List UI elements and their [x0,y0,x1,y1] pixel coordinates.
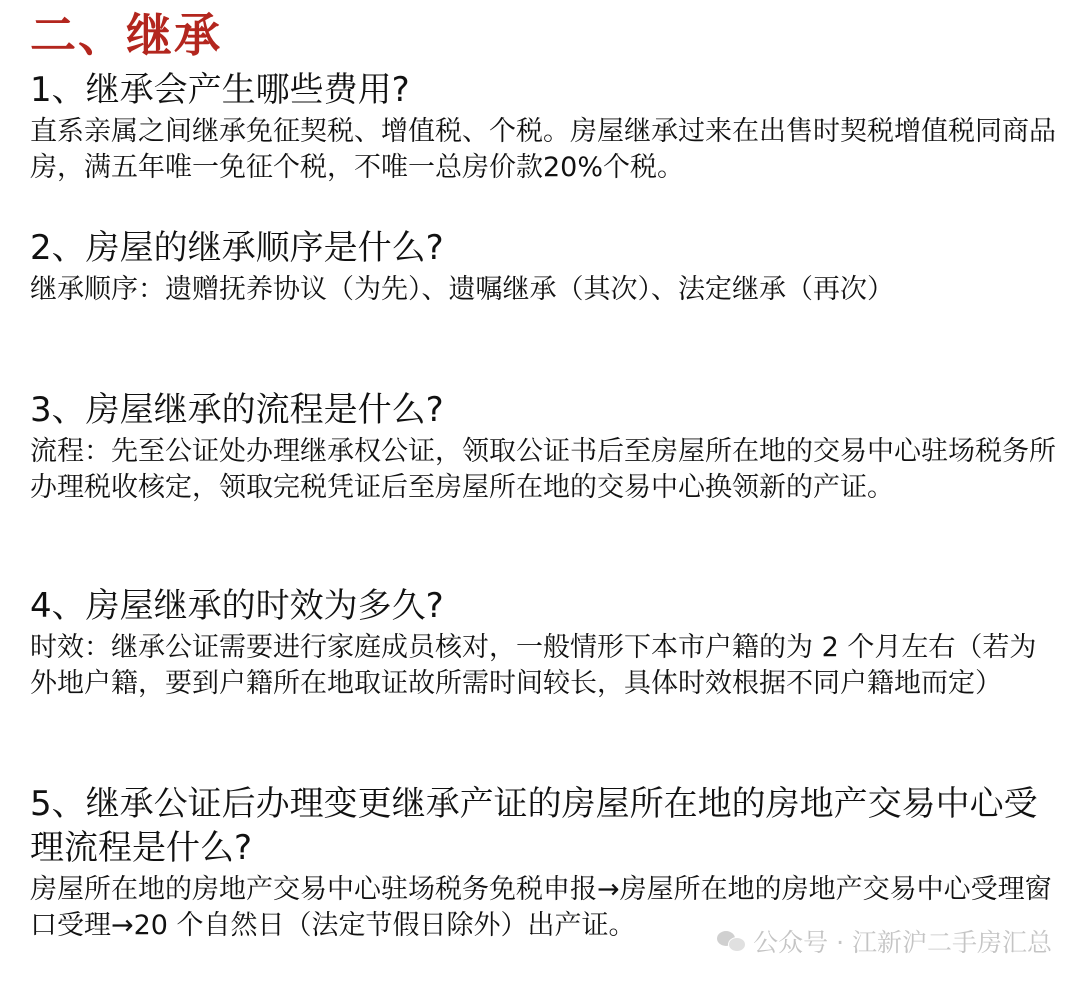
watermark-text: 公众号 · 江新沪二手房汇总 [753,928,1052,957]
qa-item-2 [30,226,1056,308]
qa-item-1 [30,68,1056,186]
answer-4: 时效：继承公证需要进行家庭成员核对，一般情形下本市户籍的为 2 个月左右（若为外地户籍，要到户籍所在地取证故所需时间较长，具体时效根据不同户籍地而定） [30,632,1037,699]
section-title: 二、继承 [30,8,222,62]
wechat-icon [717,929,745,953]
question-4: 4、房屋继承的时效为多久? [30,586,444,626]
question-5: 5、继承公证后办理变更继承产证的房屋所在地的房地产交易中心受理流程是什么? [30,784,1038,868]
qa-item-5 [30,782,1056,944]
answer-1: 直系亲属之间继承免征契税、增值税、个税。房屋继承过来在出售时契税增值税同商品房，满五年唯一免征个税，不唯一总房价款20%个税。 [30,116,1056,183]
answer-3: 流程：先至公证处办理继承权公证，领取公证书后至房屋所在地的交易中心驻场税务所办理税收核定，领取完税凭证后至房屋所在地的交易中心换领新的产证。 [30,436,1056,503]
answer-5: 房屋所在地的房地产交易中心驻场税务免税申报→房屋所在地的房地产交易中心受理窗口受理→20 个自然日（法定节假日除外）出产证。 [30,874,1052,941]
watermark [717,923,1052,959]
answer-2: 继承顺序：遗赠抚养协议（为先）、遗嘱继承（其次）、法定继承（再次） [30,274,894,305]
qa-item-4 [30,584,1056,702]
question-1: 1、继承会产生哪些费用? [30,70,410,110]
question-2: 2、房屋的继承顺序是什么? [30,228,444,268]
question-3: 3、房屋继承的流程是什么? [30,390,444,430]
qa-item-3 [30,388,1056,506]
